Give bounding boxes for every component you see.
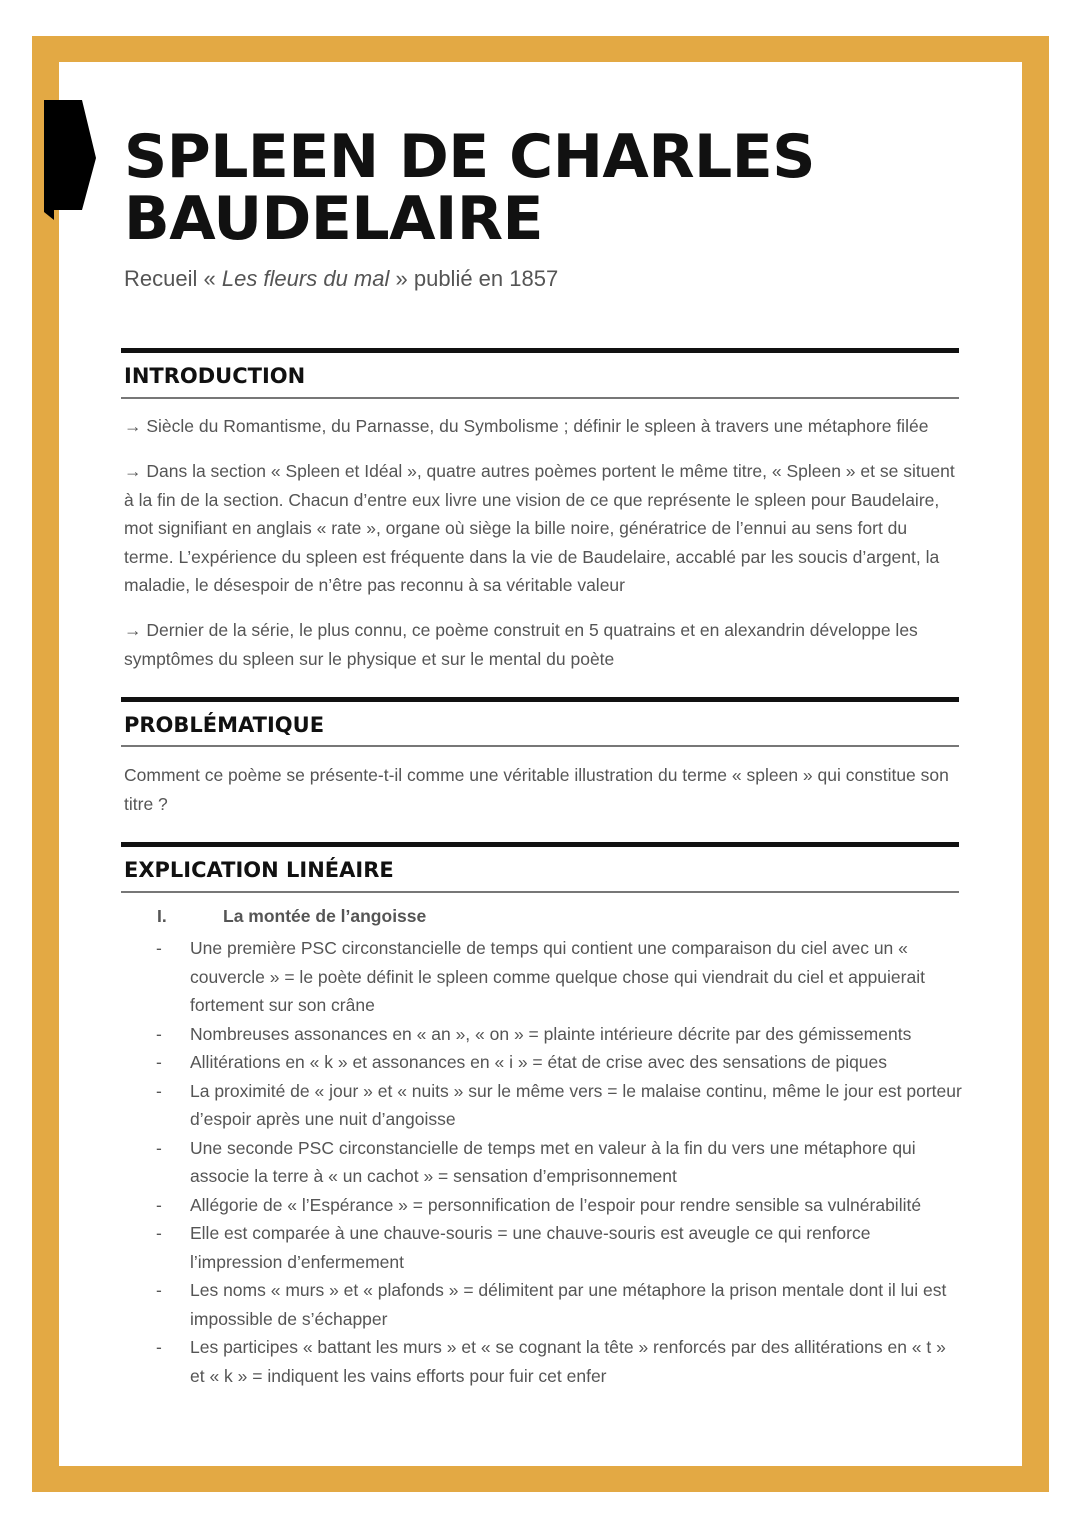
bookmark-tab-icon bbox=[44, 100, 96, 220]
heading-underline bbox=[121, 397, 959, 399]
subtitle bbox=[124, 266, 558, 292]
explication-heading: EXPLICATION LINÉAIRE bbox=[124, 858, 394, 882]
part-number: I. bbox=[157, 906, 167, 926]
list-item: - Une seconde PSC circonstancielle de temps met en valeur à la fin du vers une métaphore qui associe la terre à « un cachot » = sensation d’emprisonnement bbox=[156, 1137, 916, 1186]
problematique-text: Comment ce poème se présente-t-il comme une véritable illustration du terme « spleen » qui constitue son titre ? bbox=[124, 765, 949, 814]
list-item: - Les participes « battant les murs » et « se cognant la tête » renforcés par des allitérations en « t » et « k » = indiquent les vains efforts pour fuir cet enfer bbox=[156, 1337, 946, 1386]
heading-underline bbox=[121, 891, 959, 893]
title-line-1: SPLEEN DE CHARLES bbox=[124, 122, 815, 192]
section-divider bbox=[121, 348, 959, 353]
subtitle-prefix: Recueil « bbox=[124, 266, 216, 291]
problematique-heading: PROBLÉMATIQUE bbox=[124, 713, 325, 737]
heading-underline bbox=[121, 745, 959, 747]
intro-paragraph-1: → Siècle du Romantisme, du Parnasse, du Symbolisme ; définir le spleen à travers une métaphore filée bbox=[124, 416, 929, 436]
list-item: - Nombreuses assonances en « an », « on » = plainte intérieure décrite par des gémissements bbox=[156, 1023, 912, 1044]
collection-title: Les fleurs du mal bbox=[221, 266, 390, 291]
list-item: - Une première PSC circonstancielle de temps qui contient une comparaison du ciel avec un « couvercle » = le poète définit le spleen comme quelque chose qui viendrait du ciel et appuierait fortement sur son crâne bbox=[156, 938, 925, 1015]
introduction-heading: INTRODUCTION bbox=[124, 364, 306, 388]
intro-paragraph-3: → Dernier de la série, le plus connu, ce poème construit en 5 quatrains et en alexandrin développe les symptômes du spleen sur le physique et sur le mental du poète bbox=[124, 620, 918, 669]
section-divider bbox=[121, 842, 959, 847]
list-item: - Les noms « murs » et « plafonds » = délimitent par une métaphore la prison mentale dont il lui est impossible de s’échapper bbox=[156, 1280, 947, 1329]
part-title-text: La montée de l’angoisse bbox=[223, 906, 427, 926]
subtitle-suffix: » publié en 1857 bbox=[395, 266, 559, 291]
part-title bbox=[157, 906, 426, 927]
list-item: - Allégorie de « l’Espérance » = personnification de l’espoir pour rendre sensible sa vulnérabilité bbox=[156, 1194, 922, 1215]
list-item: - La proximité de « jour » et « nuits » sur le même vers = le malaise continu, même le jour est porteur d’espoir après une nuit d’angoisse bbox=[156, 1080, 962, 1129]
analysis-list bbox=[124, 934, 962, 1390]
section-divider bbox=[121, 697, 959, 702]
title-line-2: BAUDELAIRE bbox=[124, 184, 544, 254]
intro-paragraph-2: → Dans la section « Spleen et Idéal », quatre autres poèmes portent le même titre, « Spleen » et se situent à la fin de la section. Chacun d’entre eux livre une vision de ce que représente le spleen pour Baudelaire, mot signifiant en anglais « rate », organe où siège la bille noire, génératrice de l’ennui au sens fort du terme. L’expérience du spleen est fréquente dans la vie de Baudelaire, accablé par les soucis d’argent, la maladie, le désespoir de n’être pas reconnu à sa véritable valeur bbox=[124, 461, 955, 595]
list-item: - Elle est comparée à une chauve-souris = une chauve-souris est aveugle ce qui renforce l’impression d’enfermement bbox=[156, 1223, 871, 1272]
list-item: - Allitérations en « k » et assonances en « i » = état de crise avec des sensations de piques bbox=[156, 1052, 888, 1072]
page-title bbox=[124, 122, 815, 254]
